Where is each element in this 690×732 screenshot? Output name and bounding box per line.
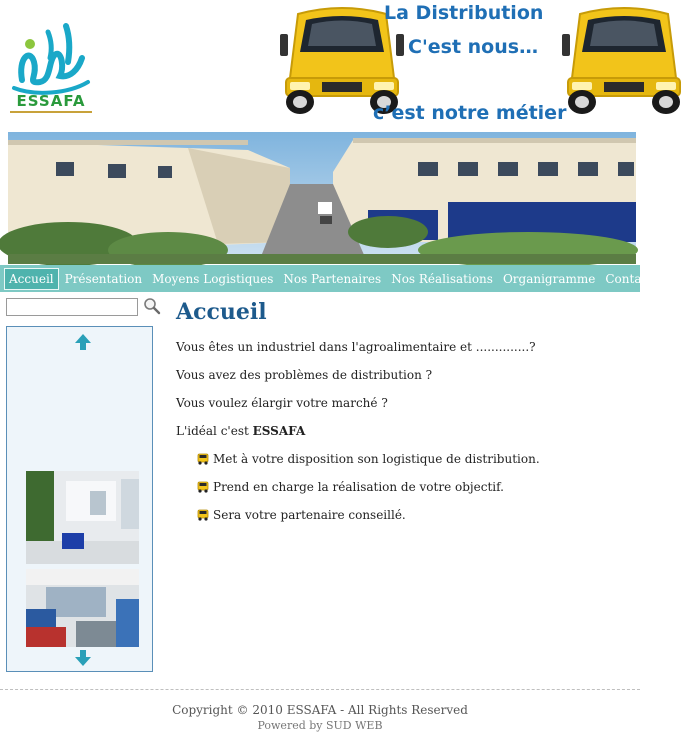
nav-item-nos-partenaires[interactable]: Nos Partenaires (283, 271, 382, 286)
scroll-up-arrow-icon[interactable] (74, 333, 92, 351)
search-input[interactable] (6, 298, 138, 316)
warehouse-banner-image (8, 132, 636, 264)
nav-item-accueil[interactable]: Accueil (4, 268, 59, 290)
logo-underline (10, 111, 92, 113)
main-content (176, 298, 626, 536)
photo-scroller (6, 326, 153, 672)
logo-text: ESSAFA (16, 92, 86, 110)
slogan-line-1: La Distribution (384, 2, 544, 24)
truck-bullet-icon (196, 453, 210, 465)
interior-photo-1[interactable] (26, 471, 139, 564)
page-title: Accueil (176, 299, 267, 325)
powered-by-link[interactable]: Powered by SUD WEB (257, 719, 383, 732)
main-nav (0, 265, 654, 292)
truck-bullet-icon (196, 481, 210, 493)
benefit-text: Prend en charge la réalisation de votre objectif. (213, 480, 504, 494)
site-header (0, 0, 640, 128)
scroll-down-arrow-icon[interactable] (74, 649, 92, 667)
nav-item-moyens-logistiques[interactable]: Moyens Logistiques (152, 271, 274, 286)
intro-paragraph-3: Vous voulez élargir votre marché ? (176, 396, 388, 410)
ideal-brand: ESSAFA (252, 424, 306, 438)
magnifier-icon[interactable] (143, 297, 161, 315)
intro-paragraph-4 (176, 424, 626, 438)
benefit-text: Met à votre disposition son logistique de distribution. (213, 452, 540, 466)
benefit-text: Sera votre partenaire conseillé. (213, 508, 406, 522)
list-item (196, 508, 626, 522)
slogan-line-3: c’est notre métier (373, 102, 567, 124)
list-item (196, 452, 626, 466)
intro-paragraph-2: Vous avez des problèmes de distribution ? (176, 368, 433, 382)
benefits-list (176, 452, 626, 522)
nav-item-organigramme[interactable]: Organigramme (502, 271, 596, 286)
footer-divider (0, 689, 640, 690)
copyright-text: Copyright © 2010 ESSAFA - All Rights Reserved (172, 703, 468, 717)
list-item (196, 480, 626, 494)
interior-photo-2[interactable] (26, 569, 139, 647)
truck-right-image (558, 4, 690, 116)
nav-item-presentation[interactable]: Présentation (64, 271, 143, 286)
nav-item-contact[interactable]: Contact (605, 271, 654, 286)
intro-paragraph-1: Vous êtes un industriel dans l'agroalimentaire et ..............? (176, 340, 536, 354)
nav-item-nos-realisations[interactable]: Nos Réalisations (391, 271, 493, 286)
slogan-line-2: C'est nous… (408, 36, 539, 58)
ideal-prefix: L'idéal c'est (176, 424, 253, 438)
truck-bullet-icon (196, 509, 210, 521)
